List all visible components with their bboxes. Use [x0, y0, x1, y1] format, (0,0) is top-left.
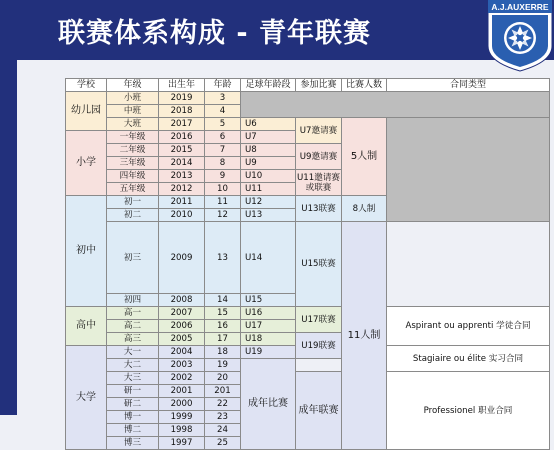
- category-cell: U12: [241, 196, 296, 209]
- age-cell: 6: [205, 131, 241, 144]
- page-title: 联赛体系构成 - 青年联赛: [58, 18, 372, 49]
- competition-u9: U9邀请赛: [296, 144, 342, 170]
- competition-u11: U11邀请赛或联赛: [296, 170, 342, 196]
- svg-text:A.J.AUXERRE: A.J.AUXERRE: [491, 2, 549, 12]
- category-cell: U7: [241, 131, 296, 144]
- competition-adult: 成年联赛: [296, 372, 342, 450]
- age-cell: 9: [205, 170, 241, 183]
- age-cell: 201: [205, 385, 241, 398]
- auxerre-logo: [486, 0, 554, 72]
- age-cell: 11: [205, 196, 241, 209]
- grade-cell: 研二: [107, 398, 159, 411]
- birth-year-cell: 1998: [159, 424, 205, 437]
- birth-year-cell: 2014: [159, 157, 205, 170]
- school-university: 大学: [66, 346, 107, 450]
- age-cell: 19: [205, 359, 241, 372]
- grade-cell: 初二: [107, 209, 159, 222]
- contract-stagiaire: Stagiaire ou élite 实习合同: [387, 346, 550, 372]
- competition-u19: U19联赛: [296, 333, 342, 359]
- category-cell: U6: [241, 118, 296, 131]
- grade-cell: 博三: [107, 437, 159, 450]
- empty-shaded-cell: [241, 92, 550, 118]
- table-row: [66, 307, 550, 320]
- category-cell: U17: [241, 320, 296, 333]
- category-cell: U8: [241, 144, 296, 157]
- age-cell: 4: [205, 105, 241, 118]
- birth-year-cell: 2005: [159, 333, 205, 346]
- grade-cell: 博二: [107, 424, 159, 437]
- grade-cell: 高三: [107, 333, 159, 346]
- league-table: [65, 78, 550, 450]
- col-header-player-count: 比赛人数: [342, 79, 387, 92]
- col-header-grade: 年级: [107, 79, 159, 92]
- competition-u7: U7邀请赛: [296, 118, 342, 144]
- header-row: [66, 79, 550, 92]
- birth-year-cell: 2004: [159, 346, 205, 359]
- competition-u13: U13联赛: [296, 196, 342, 222]
- table-row: [66, 222, 550, 294]
- grade-cell: 小班: [107, 92, 159, 105]
- birth-year-cell: 2017: [159, 118, 205, 131]
- header-bar: [0, 0, 554, 60]
- grade-cell: 一年级: [107, 131, 159, 144]
- birth-year-cell: 2006: [159, 320, 205, 333]
- competition-u17: U17联赛: [296, 307, 342, 333]
- competition-u15: U15联赛: [296, 222, 342, 307]
- age-cell: 23: [205, 411, 241, 424]
- grade-cell: 高二: [107, 320, 159, 333]
- category-cell: U15: [241, 294, 296, 307]
- age-cell: 12: [205, 209, 241, 222]
- sidebar-stripe: [0, 60, 17, 415]
- category-cell: U16: [241, 307, 296, 320]
- age-cell: 25: [205, 437, 241, 450]
- birth-year-cell: 2011: [159, 196, 205, 209]
- birth-year-cell: 2001: [159, 385, 205, 398]
- birth-year-cell: 2008: [159, 294, 205, 307]
- table-row: [66, 92, 550, 105]
- age-cell: 20: [205, 372, 241, 385]
- grade-cell: 大三: [107, 372, 159, 385]
- col-header-age: 年龄: [205, 79, 241, 92]
- birth-year-cell: 2002: [159, 372, 205, 385]
- empty-shaded-cell: [387, 118, 550, 222]
- col-header-contract-type: 合同类型: [387, 79, 550, 92]
- birth-year-cell: 2000: [159, 398, 205, 411]
- birth-year-cell: 2013: [159, 170, 205, 183]
- age-cell: 22: [205, 398, 241, 411]
- grade-cell: 高一: [107, 307, 159, 320]
- category-cell: U14: [241, 222, 296, 294]
- birth-year-cell: 1999: [159, 411, 205, 424]
- grade-cell: 博一: [107, 411, 159, 424]
- birth-year-cell: 1997: [159, 437, 205, 450]
- age-cell: 10: [205, 183, 241, 196]
- school-primary: 小学: [66, 131, 107, 196]
- category-adult: 成年比赛: [241, 359, 296, 450]
- grade-cell: 初一: [107, 196, 159, 209]
- birth-year-cell: 2012: [159, 183, 205, 196]
- birth-year-cell: 2007: [159, 307, 205, 320]
- school-kindergarten: 幼儿园: [66, 92, 107, 131]
- age-cell: 24: [205, 424, 241, 437]
- grade-cell: 大二: [107, 359, 159, 372]
- birth-year-cell: 2003: [159, 359, 205, 372]
- school-senior: 高中: [66, 307, 107, 346]
- age-cell: 14: [205, 294, 241, 307]
- col-header-school: 学校: [66, 79, 107, 92]
- birth-year-cell: 2010: [159, 209, 205, 222]
- grade-cell: 研一: [107, 385, 159, 398]
- age-cell: 7: [205, 144, 241, 157]
- contract-pro: Professionel 职业合同: [387, 372, 550, 450]
- table-row: [66, 118, 550, 131]
- players-eight: 8人制: [342, 196, 387, 222]
- category-cell: U10: [241, 170, 296, 183]
- age-cell: 17: [205, 333, 241, 346]
- grade-cell: 四年级: [107, 170, 159, 183]
- grade-cell: 二年级: [107, 144, 159, 157]
- grade-cell: 大班: [107, 118, 159, 131]
- age-cell: 8: [205, 157, 241, 170]
- age-cell: 5: [205, 118, 241, 131]
- col-header-age-category: 足球年龄段: [241, 79, 296, 92]
- age-cell: 18: [205, 346, 241, 359]
- category-cell: U18: [241, 333, 296, 346]
- players-five: 5人制: [342, 118, 387, 196]
- category-cell: U13: [241, 209, 296, 222]
- birth-year-cell: 2019: [159, 92, 205, 105]
- birth-year-cell: 2018: [159, 105, 205, 118]
- club-crest-icon: [486, 0, 554, 72]
- category-cell: U11: [241, 183, 296, 196]
- grade-cell: 中班: [107, 105, 159, 118]
- age-cell: 13: [205, 222, 241, 294]
- age-cell: 3: [205, 92, 241, 105]
- birth-year-cell: 2016: [159, 131, 205, 144]
- age-cell: 15: [205, 307, 241, 320]
- table-row: [66, 372, 550, 385]
- birth-year-cell: 2015: [159, 144, 205, 157]
- category-cell: U19: [241, 346, 296, 359]
- grade-cell: 初三: [107, 222, 159, 294]
- grade-cell: 初四: [107, 294, 159, 307]
- age-cell: 16: [205, 320, 241, 333]
- contract-aspirant: Aspirant ou apprenti 学徒合同: [387, 307, 550, 346]
- birth-year-cell: 2009: [159, 222, 205, 294]
- grade-cell: 五年级: [107, 183, 159, 196]
- col-header-competition: 参加比赛: [296, 79, 342, 92]
- col-header-birth-year: 出生年: [159, 79, 205, 92]
- category-cell: U9: [241, 157, 296, 170]
- players-eleven: 11人制: [342, 222, 387, 450]
- grade-cell: 大一: [107, 346, 159, 359]
- grade-cell: 三年级: [107, 157, 159, 170]
- school-junior: 初中: [66, 196, 107, 307]
